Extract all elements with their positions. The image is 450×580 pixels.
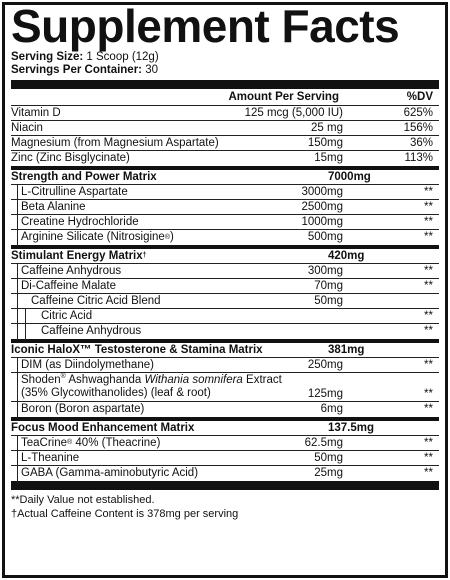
ingredient-row: [11, 215, 439, 230]
ingredient-name: L-Theanine: [21, 451, 80, 464]
ingredient-dv: **: [424, 279, 433, 292]
ingredient-name: Shoden® Ashwaghanda Withania somnifera Extract (35% Glycowithanolides) (leaf & root): [21, 373, 282, 399]
ingredient-name: Beta Alanine: [21, 200, 86, 213]
ingredient-name: GABA (Gamma-aminobutyric Acid): [21, 467, 199, 479]
matrix-amount: 420mg: [328, 249, 365, 262]
matrix-name: Iconic HaloX™ Testosterone & Stamina Matrix: [11, 343, 263, 356]
matrix-name: Stimulant Energy Matrix †: [11, 249, 147, 262]
servings-per-container-value: 30: [145, 64, 159, 76]
ingredient-dv: **: [424, 436, 433, 449]
footnote-dv: **Daily Value not established.: [11, 494, 155, 506]
nutrient-dv: 113%: [404, 152, 433, 164]
nutrient-name: Vitamin D: [11, 106, 61, 119]
ingredient-amount: 62.5mg: [304, 436, 343, 449]
ingredient-dv: **: [424, 325, 433, 337]
ingredient-dv: **: [424, 200, 433, 213]
ingredient-amount: 6mg: [320, 403, 343, 415]
thick-divider: [11, 481, 439, 490]
ingredient-name: Di-Caffeine Malate: [21, 279, 117, 292]
ingredient-row: [11, 230, 439, 245]
nutrient-row: [11, 136, 439, 151]
ingredient-dv: **: [424, 185, 433, 198]
ingredient-row: [11, 185, 439, 200]
matrix-header-stimulant: [11, 249, 439, 264]
dv-header: %DV: [406, 90, 433, 103]
ingredient-amount: 70mg: [314, 279, 343, 292]
ingredient-name: Citric Acid: [41, 309, 93, 322]
servings-per-container: [11, 64, 439, 77]
nutrient-amount: 25 mg: [311, 121, 343, 134]
ingredient-row: [11, 200, 439, 215]
matrix-header-focus: [11, 421, 439, 436]
ingredient-name: Caffeine Anhydrous: [21, 264, 122, 277]
ingredient-amount: 2500mg: [301, 200, 343, 213]
ingredient-dv: **: [424, 451, 433, 464]
ingredient-name: Caffeine Anhydrous: [41, 325, 142, 337]
ingredient-dv: **: [424, 467, 433, 479]
matrix-amount: 137.5mg: [328, 421, 375, 434]
nutrient-name: Niacin: [11, 121, 43, 134]
ingredient-amount: 500mg: [307, 231, 343, 243]
nutrient-row: [11, 151, 439, 166]
footnote-caffeine: †Actual Caffeine Content is 378mg per serving: [11, 508, 239, 520]
ingredient-amount: 25mg: [314, 467, 343, 479]
ingredient-row: [11, 436, 439, 451]
ingredient-name: DIM (as Diindolymethane): [21, 358, 154, 371]
serving-size: [11, 51, 439, 64]
ingredient-row: [11, 309, 439, 324]
footnotes: [11, 493, 439, 521]
panel-title: Supplement Facts: [11, 0, 400, 52]
ingredient-amount: 1000mg: [301, 215, 343, 228]
ingredient-amount: 300mg: [307, 264, 343, 277]
matrix-name: Focus Mood Enhancement Matrix: [11, 421, 195, 434]
nutrient-name: Zinc (Zinc Bisglycinate): [11, 152, 130, 164]
serving-size-label: Serving Size:: [11, 51, 84, 63]
nutrient-amount: 150mg: [307, 136, 343, 149]
ingredient-dv: **: [424, 358, 433, 371]
ingredient-dv: **: [424, 388, 433, 400]
ingredient-amount: 250mg: [307, 358, 343, 371]
ingredient-name: L-Citrulline Aspartate: [21, 185, 128, 198]
nutrient-amount: 15mg: [314, 152, 343, 164]
ingredient-amount: 50mg: [314, 451, 343, 464]
supplement-facts-panel: [2, 2, 448, 578]
ingredient-row: [11, 451, 439, 466]
ingredient-dv: **: [424, 231, 433, 243]
ingredient-row: [11, 264, 439, 279]
ingredient-name: Creatine Hydrochloride: [21, 215, 139, 228]
amount-header: Amount Per Serving: [228, 90, 339, 103]
ingredient-row: [11, 402, 439, 417]
nutrient-row: [11, 106, 439, 121]
nutrient-dv: 156%: [403, 121, 433, 134]
matrix-header-strength: [11, 170, 439, 185]
ingredient-dv: **: [424, 403, 433, 415]
ingredient-amount: 125mg: [307, 388, 343, 400]
ingredient-amount: 50mg: [314, 294, 343, 307]
ingredient-dv: **: [424, 309, 433, 322]
nutrient-name: Magnesium (from Magnesium Aspartate): [11, 136, 219, 149]
ingredient-row: [11, 279, 439, 294]
thick-divider: [11, 80, 439, 89]
column-header: [11, 89, 439, 106]
matrix-amount: 381mg: [328, 343, 365, 356]
nutrient-amount: 125 mcg (5,000 IU): [244, 106, 343, 119]
ingredient-dv: **: [424, 264, 433, 277]
ingredient-row: [11, 324, 439, 339]
ingredient-row: [11, 358, 439, 373]
serving-size-value: 1 Scoop (12g): [86, 51, 159, 63]
ingredient-amount: 3000mg: [301, 185, 343, 198]
nutrient-row: [11, 121, 439, 136]
ingredient-name: TeaCrine ® 40% (Theacrine): [21, 436, 161, 449]
ingredient-row: [11, 373, 439, 402]
nutrient-dv: 36%: [409, 136, 433, 149]
ingredient-dv: **: [424, 215, 433, 228]
ingredient-name: Caffeine Citric Acid Blend: [31, 294, 161, 307]
ingredient-row: [11, 466, 439, 481]
ingredient-row: [11, 294, 439, 309]
servings-per-container-label: Servings Per Container:: [11, 64, 143, 76]
ingredient-name: Arginine Silicate (Nitrosigine ® ): [21, 231, 174, 243]
matrix-name: Strength and Power Matrix: [11, 170, 157, 183]
matrix-header-halox: [11, 343, 439, 358]
nutrient-dv: 625%: [403, 106, 433, 119]
ingredient-name: Boron (Boron aspartate): [21, 403, 145, 415]
matrix-amount: 7000mg: [328, 170, 371, 183]
